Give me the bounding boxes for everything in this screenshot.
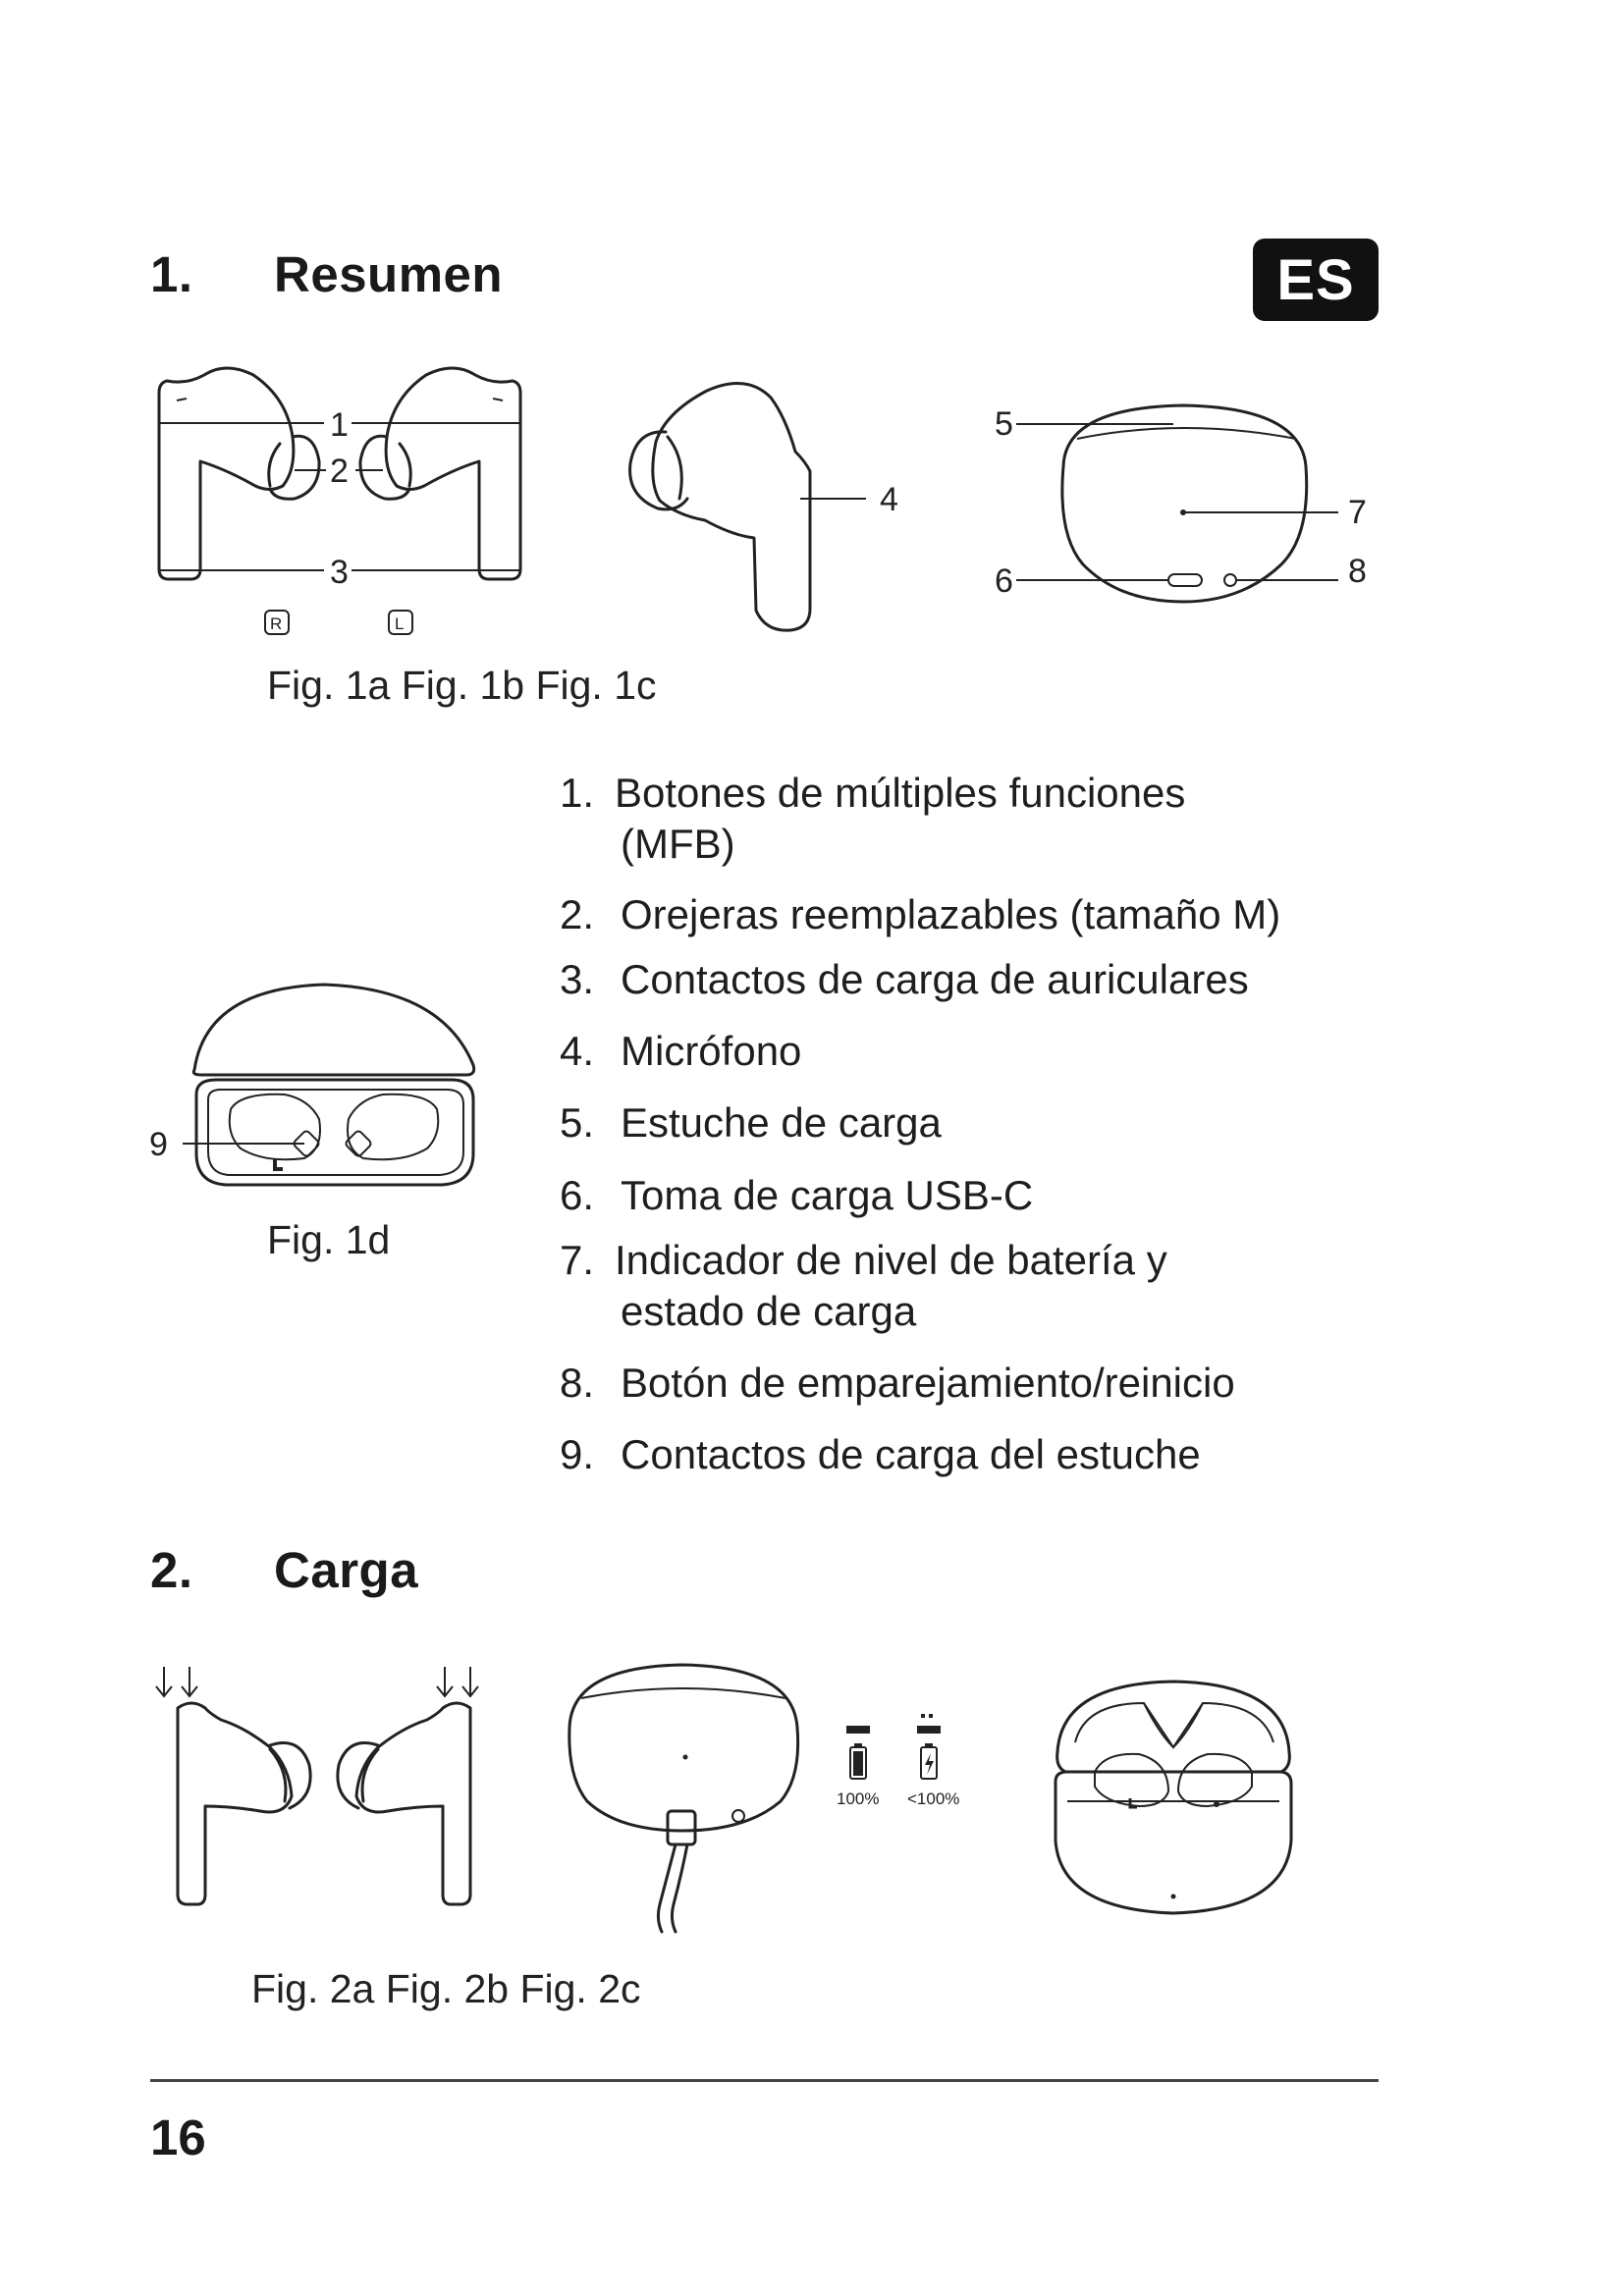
battery-full-icon	[850, 1743, 866, 1779]
down-arrow-icon	[156, 1667, 478, 1696]
callout-4: 4	[880, 481, 898, 518]
side-mark-l: L	[395, 614, 405, 633]
fig-1b-earbud-side	[609, 373, 923, 638]
callout-5: 5	[995, 405, 1013, 443]
section-1-heading	[150, 245, 641, 304]
battery-charging-icon	[921, 1743, 937, 1779]
footer-rule	[150, 2079, 1379, 2082]
fig-1a-earbuds-front	[147, 353, 540, 648]
page-number: 16	[150, 2109, 206, 2165]
battery-indicators	[835, 1708, 982, 1826]
section-2-heading	[150, 1541, 641, 1600]
language-badge: ES	[1253, 239, 1379, 321]
fig-1-caption: Fig. 1a Fig. 1b Fig. 1c	[267, 663, 657, 708]
battery-partial-label: <100%	[907, 1789, 960, 1808]
callout-6: 6	[995, 562, 1013, 600]
fig-1c-charging-case	[987, 388, 1399, 623]
battery-full-label: 100%	[837, 1789, 880, 1808]
callout-2: 2	[330, 453, 349, 490]
section-2-title: Carga	[274, 1542, 419, 1598]
callout-7: 7	[1348, 494, 1367, 531]
section-1-number: 1.	[150, 246, 193, 302]
fig-2-caption: Fig. 2a Fig. 2b Fig. 2c	[251, 1966, 641, 2011]
callout-3: 3	[330, 554, 349, 591]
section-2-number: 2.	[150, 1542, 193, 1598]
side-mark-r: R	[270, 614, 283, 633]
fig-1d-open-case	[147, 977, 481, 1202]
callout-8: 8	[1348, 553, 1367, 590]
fig-2b-case-usb	[560, 1659, 815, 1934]
fig-1d-caption: Fig. 1d	[267, 1217, 391, 1262]
section-1-title: Resumen	[274, 246, 504, 302]
callout-9: 9	[149, 1126, 168, 1163]
fig-2a-earbuds-insert	[152, 1659, 496, 1914]
callout-1: 1	[330, 406, 349, 444]
fig-2c-open-case-earbuds	[1046, 1674, 1301, 1929]
